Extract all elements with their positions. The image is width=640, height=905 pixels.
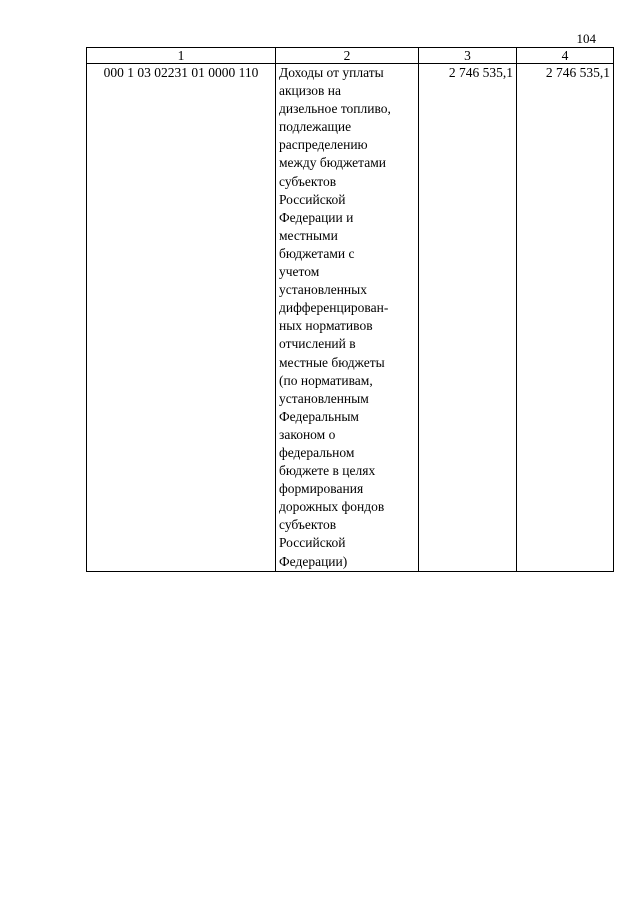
- description-line: Федерации): [279, 553, 348, 569]
- description-line: субъектов: [279, 173, 337, 189]
- description-line: дизельное топливо,: [279, 101, 391, 117]
- description-line: (по нормативам,: [279, 372, 373, 388]
- page-number: 104: [576, 31, 596, 46]
- table-row: [87, 64, 614, 572]
- description-line: установленным: [279, 390, 369, 406]
- description-line: бюджете в целях: [279, 463, 376, 479]
- income-description: [276, 64, 419, 572]
- amount-column-3: 2 746 535,1: [419, 64, 517, 572]
- budget-classification-code: 000 1 03 02231 01 0000 110: [87, 64, 276, 572]
- description-line: учетом: [279, 264, 320, 280]
- column-header-2: 2: [276, 48, 419, 64]
- column-header-3: 3: [419, 48, 517, 64]
- description-line: Российской: [279, 191, 346, 207]
- amount-column-4: 2 746 535,1: [517, 64, 614, 572]
- table-header-row: [87, 48, 614, 64]
- column-header-1: 1: [87, 48, 276, 64]
- description-line: дифференцирован-: [279, 300, 389, 316]
- description-line: подлежащие: [279, 119, 352, 135]
- description-line: установленных: [279, 282, 367, 298]
- description-line: Федерации и: [279, 209, 354, 225]
- budget-table: [86, 47, 614, 572]
- description-line: отчислений в: [279, 336, 356, 352]
- description-line: Доходы от уплаты: [279, 65, 384, 80]
- description-line: формирования: [279, 481, 364, 497]
- description-line: распределению: [279, 137, 368, 153]
- description-line: между бюджетами: [279, 155, 386, 171]
- description-line: местными: [279, 227, 338, 243]
- description-line: законом о: [279, 426, 336, 442]
- description-line: субъектов: [279, 517, 337, 533]
- description-line: бюджетами с: [279, 245, 355, 261]
- description-line: дорожных фондов: [279, 499, 385, 515]
- description-line: Российской: [279, 535, 346, 551]
- description-line: ных нормативов: [279, 318, 373, 334]
- description-line: местные бюджеты: [279, 354, 385, 370]
- description-line: федеральном: [279, 444, 355, 460]
- description-line: акцизов на: [279, 83, 341, 99]
- column-header-4: 4: [517, 48, 614, 64]
- description-line: Федеральным: [279, 408, 359, 424]
